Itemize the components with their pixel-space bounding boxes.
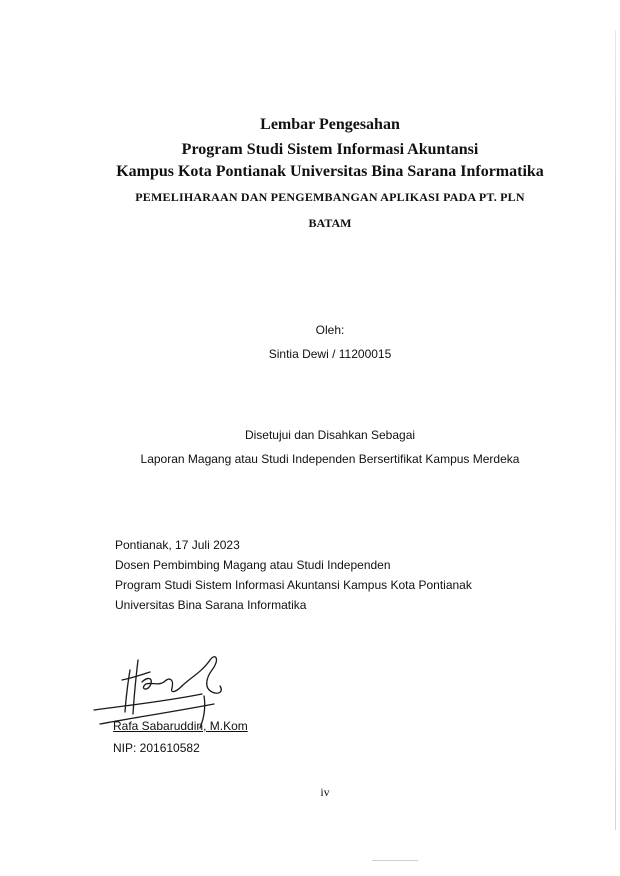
topic-title-line-2: BATAM [308,216,352,230]
place-date: Pontianak, 17 Juli 2023 [115,538,240,552]
signatory-nip: NIP: 201610582 [113,741,200,755]
by-label: Oleh: [315,323,345,337]
document-title: Lembar Pengesahan [260,116,400,133]
program-campus: Program Studi Sistem Informasi Akuntansi Kampus Kota Pontianak [115,578,472,592]
program-heading: Program Studi Sistem Informasi Akuntansi [181,141,479,158]
scan-bottom-mark [372,860,418,861]
topic-title-line-1: PEMELIHARAAN DAN PENGEMBANGAN APLIKASI PADA PT. PLN [135,190,525,204]
report-type: Laporan Magang atau Studi Independen Bersertifikat Kampus Merdeka [140,452,520,466]
page-number: iv [320,785,330,799]
approval-statement: Disetujui dan Disahkan Sebagai [244,428,416,442]
author-name-id: Sintia Dewi / 11200015 [268,347,392,361]
supervisor-role: Dosen Pembimbing Magang atau Studi Independen [115,558,391,572]
university-name: Universitas Bina Sarana Informatika [115,598,307,612]
campus-heading: Kampus Kota Pontianak Universitas Bina Sarana Informatika [116,163,544,180]
signatory-name: Rafa Sabaruddin, M.Kom [113,719,248,733]
